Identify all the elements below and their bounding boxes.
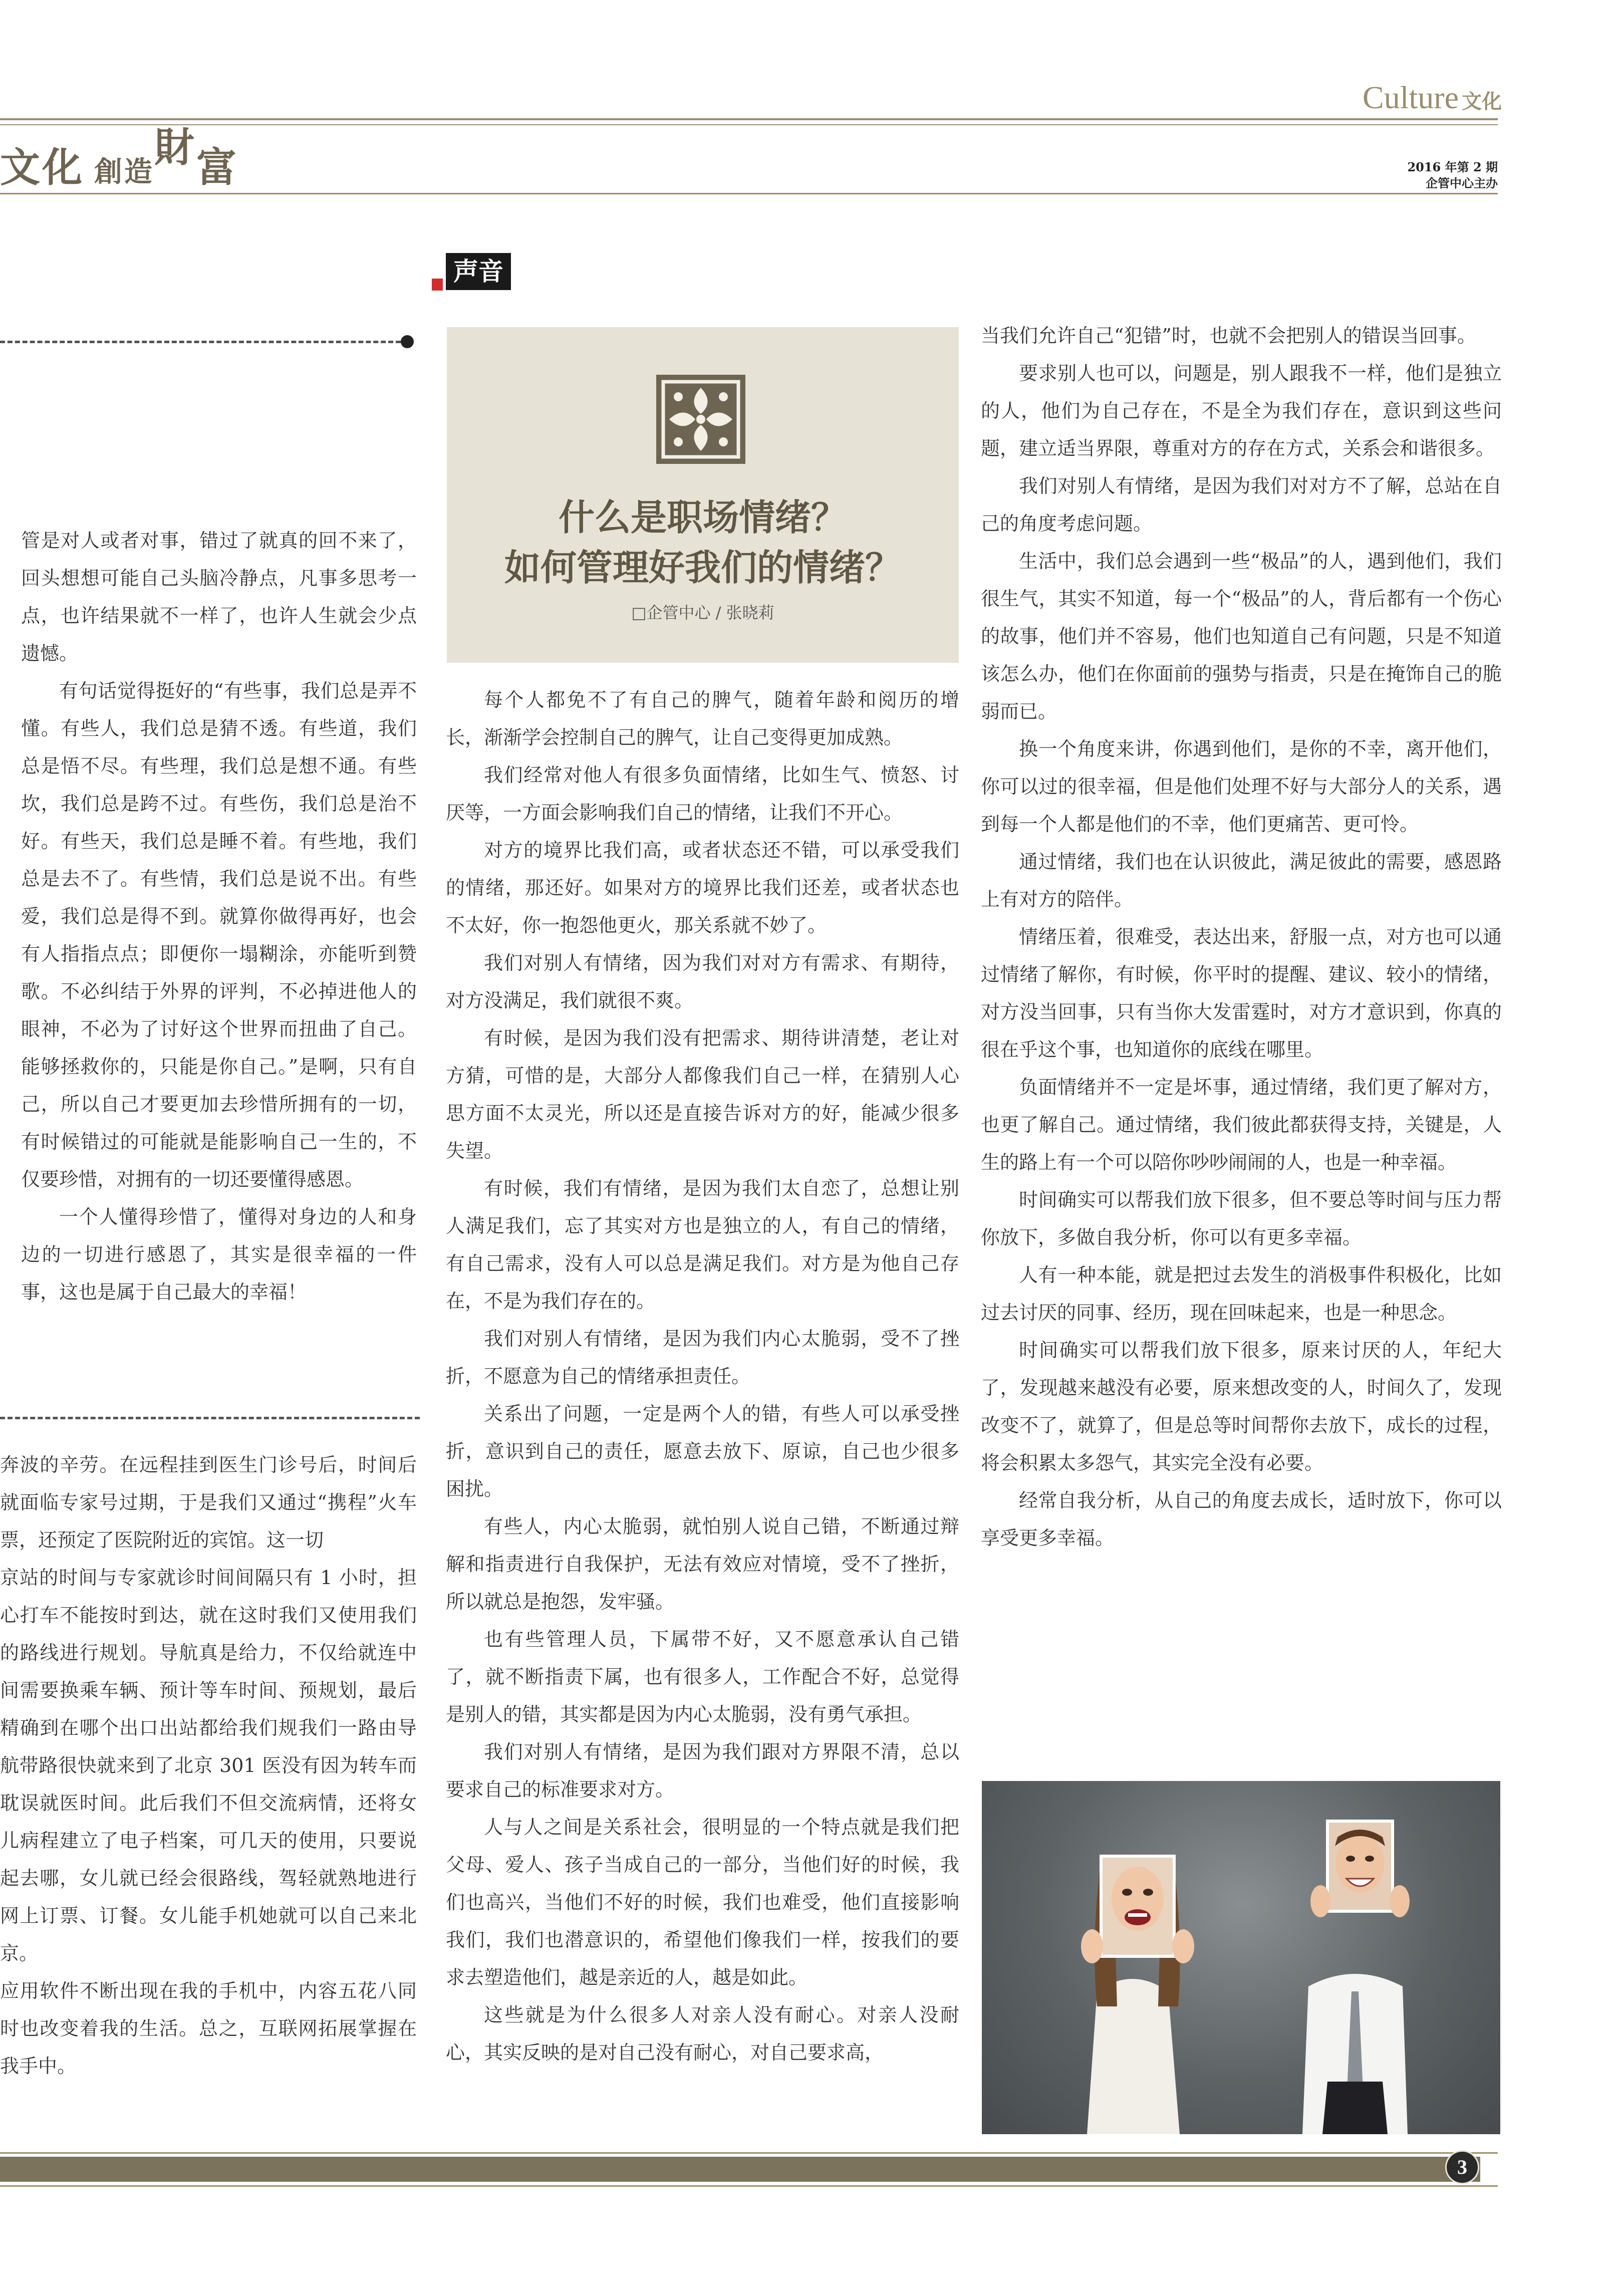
header-culture <box>1363 79 1502 116</box>
logo-char: 化 <box>42 144 84 191</box>
paragraph: 换一个角度来讲，你遇到他们，是你的不幸，离开他们，你可以过的很幸福，但是他们处理不好与大部分人的关系，遇到每一个人都是他们的不幸，他们更痛苦、更可怜。 <box>981 738 1502 835</box>
column-right <box>981 317 1502 1557</box>
culture-label: Culture <box>1363 80 1459 115</box>
issue-number: 2016 年第 2 期 <box>1407 160 1498 174</box>
logo-char: 造 <box>124 155 154 188</box>
paragraph: 有时候，我们有情绪，是因为我们太自恋了，总想让别人满足我们，忘了其实对方也是独立的人，有自己的情绪，有自己需求，没有人可以总是满足我们。对方是为他自己存在，不是为我们存在的。 <box>446 1177 959 1312</box>
paragraph: 京站的时间与专家就诊时间间隔只有 1 小时，担心打车不能按时到达，就在这时我们又使用我们的路线进行规划。导航真是给力，不仅给就连中间需要换乘车辆、预计等车时间、预规划，最后精确到在哪个出口出站都给我们规我们一路由导航带路很快就来到了北京 301 医没有因为转车而耽误就医时间。此后我们不但交流病情，还将女儿病程建立了电子档案，可几天的使用，只要说起去哪，女儿就已经会很路线，驾轻就熟地进行网上订票、订餐。女儿能手机她就可以自己来北京。 <box>0 1567 417 1964</box>
column-left-upper <box>21 522 417 1311</box>
organizer: 企管中心主办 <box>1426 176 1498 190</box>
header-rule-top-thin <box>0 124 1498 125</box>
floral-emblem-icon <box>656 375 745 464</box>
column-middle <box>446 681 959 2072</box>
photo-illustration <box>982 1781 1500 2134</box>
paragraph: 当我们允许自己“犯错”时，也就不会把别人的错误当回事。 <box>981 325 1476 347</box>
logo-char: 財 <box>154 124 196 171</box>
paragraph: 我们对别人有情绪，是因为我们内心太脆弱，受不了挫折，不愿意为自己的情绪承担责任。 <box>446 1328 959 1387</box>
paragraph: 一个人懂得珍惜了，懂得对身边的人和身边的一切进行感恩了，其实是很幸福的一件事，这也是属于自己最大的幸福！ <box>21 1206 417 1303</box>
masthead-logo <box>0 124 238 193</box>
article-title-line1: 什么是职场情绪？ <box>558 496 847 539</box>
divider-dot-icon <box>401 335 414 348</box>
paragraph: 我们对别人有情绪，因为我们对对方有需求、有期待，对方没满足，我们就很不爽。 <box>446 952 959 1011</box>
paragraph: 时间确实可以帮我们放下很多，但不要总等时间与压力帮你放下，多做自我分析，你可以有更多幸福。 <box>981 1189 1502 1248</box>
paragraph: 人有一种本能，就是把过去发生的消极事件积极化，比如过去讨厌的同事、经历，现在回味起来，也是一种思念。 <box>981 1264 1502 1324</box>
paragraph: 我们经常对他人有很多负面情绪，比如生气、愤怒、讨厌等，一方面会影响我们自己的情绪，让我们不开心。 <box>446 764 959 824</box>
article-byline: □企管中心 / 张晓莉 <box>631 603 774 622</box>
paragraph: 负面情绪并不一定是坏事，通过情绪，我们更了解对方，也更了解自己。通过情绪，我们彼此都获得支持，关键是，人生的路上有一个可以陪你吵吵闹闹的人，也是一种幸福。 <box>981 1076 1502 1173</box>
paragraph: 时间确实可以帮我们放下很多，原来讨厌的人，年纪大了，发现越来越没有必要，原来想改变的人，时间久了，发现改变不了，就算了，但是总等时间帮你去放下，成长的过程，将会积累太多怨气，其实完全没有必要。 <box>981 1339 1502 1474</box>
paragraph: 有时候，是因为我们没有把需求、期待讲清楚，老让对方猜，可惜的是，大部分人都像我们自己一样，在猜别人心思方面不太灵光，所以还是直接告诉对方的好，能减少很多失望。 <box>446 1027 959 1162</box>
paragraph: 人与人之间是关系社会，很明显的一个特点就是我们把父母、爱人、孩子当成自己的一部分，当他们好的时候，我们也高兴，当他们不好的时候，我们也难受，他们直接影响我们，我们也潜意识的，希望他们像我们一样，按我们的要求去塑造他们，越是亲近的人，越是如此。 <box>446 1816 959 1988</box>
article-photo <box>982 1781 1500 2134</box>
paragraph: 经常自我分析，从自己的角度去成长，适时放下，你可以享受更多幸福。 <box>981 1489 1502 1549</box>
paragraph: 有些人，内心太脆弱，就怕别人说自己错，不断通过辩解和指责进行自我保护，无法有效应对情境，受不了挫折，所以就总是抱怨，发牢骚。 <box>446 1515 959 1613</box>
footer-rule-bottom <box>0 2185 1498 2187</box>
paragraph: 管是对人或者对事，错过了就真的回不来了，回头想想可能自己头脑冷静点，凡事多思考一点，也许结果就不一样了，也许人生就会少点遗憾。 <box>21 530 417 664</box>
paragraph: 要求别人也可以，问题是，别人跟我不一样，他们是独立的人，他们为自己存在，不是全为我们存在，意识到这些问题，建立适当界限，尊重对方的存在方式，关系会和谐很多。 <box>981 362 1502 459</box>
paragraph: 关系出了问题，一定是两个人的错，有些人可以承受挫折，意识到自己的责任，愿意去放下、原谅，自己也少很多困扰。 <box>446 1403 959 1500</box>
footer-bar <box>0 2157 1480 2182</box>
logo-char: 創 <box>94 155 124 188</box>
paragraph: 生活中，我们总会遇到一些“极品”的人，遇到他们，我们很生气，其实不知道，每一个“极品”的人，背后都有一个伤心的故事，他们并不容易，他们也知道自己有问题，只是不知道该怎么办，他们在你面前的强势与指责，只是在掩饰自己的脆弱而已。 <box>981 550 1502 722</box>
column-left-lower <box>0 1446 417 2085</box>
logo-char: 文 <box>0 144 42 191</box>
page-number: 3 <box>1445 2150 1479 2184</box>
culture-cn-label: 文化 <box>1461 90 1502 113</box>
logo-char: 富 <box>196 144 238 191</box>
issue-info <box>1297 159 1498 191</box>
paragraph: 情绪压着，很难受，表达出来，舒服一点，对方也可以通过情绪了解你，有时候，你平时的提醒、建议、较小的情绪，对方没当回事，只有当你大发雷霆时，对方才意识到，你真的很在乎这个事，也知道你的底线在哪里。 <box>981 926 1502 1061</box>
paragraph: 我们对别人有情绪，是因为我们跟对方界限不清，总以要求自己的标准要求对方。 <box>446 1741 959 1801</box>
paragraph: 应用软件不断出现在我的手机中，内容五花八同时也改变着我的生活。总之，互联网拓展掌握在我手中。 <box>0 1980 417 2077</box>
section-tag-accent <box>432 279 443 291</box>
dashed-divider <box>0 1417 420 1419</box>
paragraph: 也有些管理人员，下属带不好，又不愿意承认自己错了，就不断指责下属，也有很多人，工作配合不好，总觉得是别人的错，其实都是因为内心太脆弱，没有勇气承担。 <box>446 1628 959 1725</box>
article-title-line2: 如何管理好我们的情绪？ <box>504 546 901 589</box>
section-tag: 声音 <box>446 253 511 290</box>
paragraph: 我们对别人有情绪，是因为我们对对方不了解，总站在自己的角度考虑问题。 <box>981 475 1502 535</box>
header-rule-bottom <box>0 193 1498 194</box>
paragraph: 有句话觉得挺好的“有些事，我们总是弄不懂。有些人，我们总是猜不透。有些道，我们总是悟不尽。有些理，我们总是想不通。有些坎，我们总是跨不过。有些伤，我们总是治不好。有些天，我们总是睡不着。有些地，我们总是去不了。有些情，我们总是说不出。有些爱，我们总是得不到。就算你做得再好，也会有人指指点点；即便你一塌糊涂，亦能听到赞歌。不必纠结于外界的评判，不必掉进他人的眼神，不必为了讨好这个世界而扭曲了自己。能够拯救你的，只能是你自己。”是啊，只有自己，所以自己才要更加去珍惜所拥有的一切，有时候错过的可能就是能影响自己一生的，不仅要珍惜，对拥有的一切还要懂得感恩。 <box>21 680 417 1190</box>
paragraph: 奔波的辛劳。在远程挂到医生门诊号后，时间后就面临专家号过期，于是我们又通过“携程”火车票，还预定了医院附近的宾馆。这一切 <box>0 1454 417 1551</box>
dashed-divider <box>0 341 401 343</box>
paragraph: 每个人都免不了有自己的脾气，随着年龄和阅历的增长，渐渐学会控制自己的脾气，让自己变得更加成熟。 <box>446 689 959 748</box>
paragraph: 这些就是为什么很多人对亲人没有耐心。对亲人没耐心，其实反映的是对自己没有耐心，对自己要求高， <box>446 2004 959 2064</box>
paragraph: 通过情绪，我们也在认识彼此，满足彼此的需要，感恩路上有对方的陪伴。 <box>981 851 1502 910</box>
footer-rule-top <box>0 2152 1498 2154</box>
paragraph: 对方的境界比我们高，或者状态还不错，可以承受我们的情绪，那还好。如果对方的境界比我们还差，或者状态也不太好，你一抱怨他更火，那关系就不妙了。 <box>446 839 959 936</box>
header-rule-top <box>0 118 1498 120</box>
